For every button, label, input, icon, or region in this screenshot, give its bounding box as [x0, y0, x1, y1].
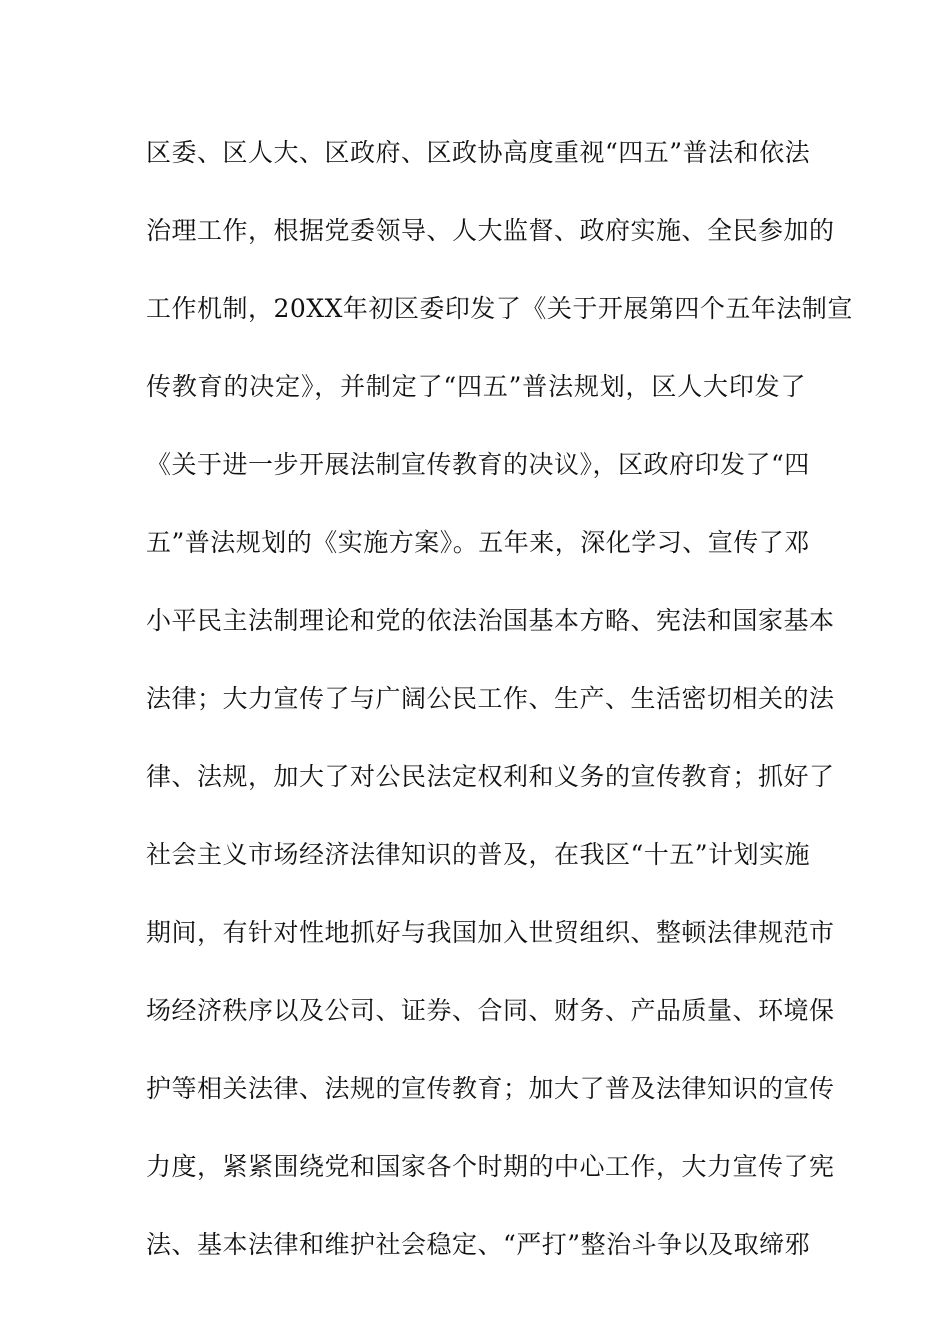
paragraph-line: 治理工作，根据党委领导、人大监督、政府实施、全民参加的 — [146, 216, 835, 245]
paragraph-line: 社会主义市场经济法律知识的普及，在我区“十五”计划实施 — [146, 840, 811, 869]
body-paragraph — [146, 126, 853, 1296]
paragraph-line: 传教育的决定》，并制定了“四五”普法规划，区人大印发了 — [146, 372, 806, 401]
paragraph-line: 区委、区人大、区政府、区政协高度重视“四五”普法和依法 — [146, 138, 811, 167]
paragraph-line: 期间，有针对性地抓好与我国加入世贸组织、整顿法律规范市 — [146, 918, 835, 947]
paragraph-line: 小平民主法制理论和党的依法治国基本方略、宪法和国家基本 — [146, 606, 835, 635]
paragraph-line: 《关于进一步开展法制宣传教育的决议》，区政府印发了“四 — [146, 450, 810, 479]
paragraph-line: 力度，紧紧围绕党和国家各个时期的中心工作，大力宣传了宪 — [146, 1152, 835, 1181]
paragraph-line: 五”普法规划的《实施方案》。五年来，深化学习、宣传了邓 — [146, 528, 810, 557]
paragraph-line: 工作机制，20XX年初区委印发了《关于开展第四个五年法制宣 — [146, 294, 853, 323]
paragraph-line: 法律；大力宣传了与广阔公民工作、生产、生活密切相关的法 — [146, 684, 835, 713]
paragraph-line: 法、基本法律和维护社会稳定、“严打”整治斗争以及取缔邪 — [146, 1230, 811, 1259]
paragraph-line: 律、法规，加大了对公民法定权利和义务的宣传教育；抓好了 — [146, 762, 835, 791]
paragraph-line: 护等相关法律、法规的宣传教育；加大了普及法律知识的宣传 — [146, 1074, 835, 1103]
paragraph-line: 场经济秩序以及公司、证券、合同、财务、产品质量、环境保 — [146, 996, 835, 1025]
